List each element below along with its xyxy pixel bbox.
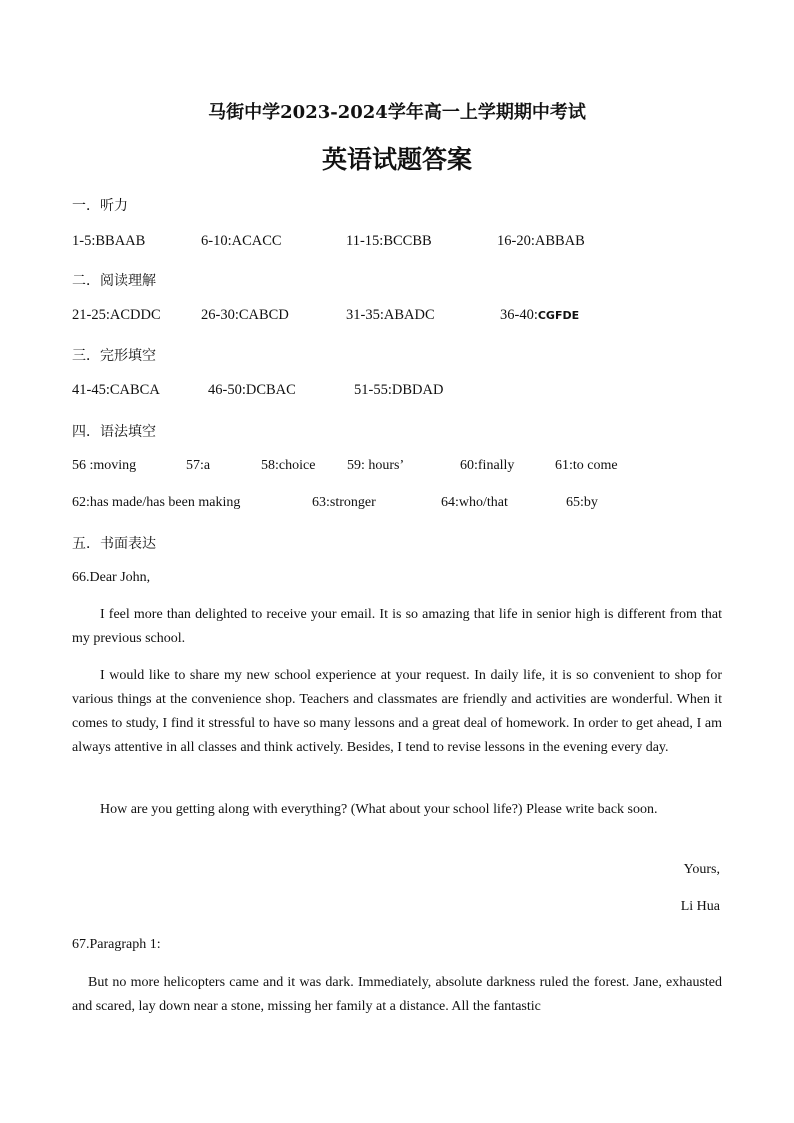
answer-item: 60:finally <box>460 458 515 473</box>
answer-group: 41-45:CABCA <box>72 382 160 398</box>
answer-range-label: 36-40: <box>500 307 538 323</box>
section-heading-writing: 五．书面表达 <box>72 536 156 552</box>
letter-salutation: 66.Dear John, <box>72 570 151 585</box>
section-heading-listening: 一．听力 <box>72 198 128 214</box>
answer-group: 21-25:ACDDC <box>72 307 161 323</box>
answer-group: 51-55:DBDAD <box>354 382 444 398</box>
exam-title: 马街中学2023-2024学年高一上学期期中考试 <box>208 102 586 123</box>
letter-closing: Yours, <box>683 862 720 877</box>
answer-item: 62:has made/has been making <box>72 495 241 510</box>
answer-group: 31-35:ABADC <box>346 307 435 323</box>
continuation-label: 67.Paragraph 1: <box>72 937 161 952</box>
letter-paragraph: I feel more than delighted to receive your email. It is so amazing that life in senior high is different from that my previous school. <box>72 607 722 646</box>
continuation-paragraph: But no more helicopters came and it was dark. Immediately, absolute darkness ruled the forest. Jane, exhausted and scared, lay down near a stone, missing her family at a distance. All the fantastic <box>72 975 722 1014</box>
letter-signature: Li Hua <box>680 899 720 914</box>
answer-group: 11-15:BCCBB <box>346 233 432 249</box>
answer-item: 63:stronger <box>312 495 376 510</box>
section-heading-reading: 二．阅读理解 <box>72 273 156 289</box>
answer-item: 56 :moving <box>72 458 137 473</box>
answer-item: 58:choice <box>261 458 316 473</box>
answer-group: 16-20:ABBAB <box>497 233 585 249</box>
answer-key-title: 英语试题答案 <box>321 145 472 174</box>
answer-item: 61:to come <box>555 458 618 473</box>
answer-group: 26-30:CABCD <box>201 307 289 323</box>
answer-value: CGFDE <box>537 309 580 322</box>
section-heading-cloze: 三．完形填空 <box>72 348 156 364</box>
letter-paragraph: I would like to share my new school experience at your request. In daily life, it is so convenient to shop for various things at the convenience shop. Teachers and classmates are friendly and activities are wonderful. When it comes to study, I find it stressful to have so many lessons and a great deal of homework. In order to get ahead, I am always attentive in all classes and think actively. Besides, I tend to revise lessons in the evening every day. <box>72 668 722 755</box>
answer-group: 6-10:ACACC <box>201 233 282 249</box>
answer-item: 57:a <box>186 458 211 473</box>
section-heading-grammar: 四．语法填空 <box>72 424 156 440</box>
answer-group: 1-5:BBAAB <box>72 233 146 249</box>
answer-item: 65:by <box>566 495 598 510</box>
letter-paragraph: How are you getting along with everything? (What about your school life?) Please write back soon. <box>100 802 658 817</box>
answer-item: 64:who/that <box>441 495 508 510</box>
answer-item: 59: hours’ <box>347 458 405 473</box>
answer-group: 46-50:DCBAC <box>208 382 296 398</box>
answer-group-last <box>500 307 579 324</box>
